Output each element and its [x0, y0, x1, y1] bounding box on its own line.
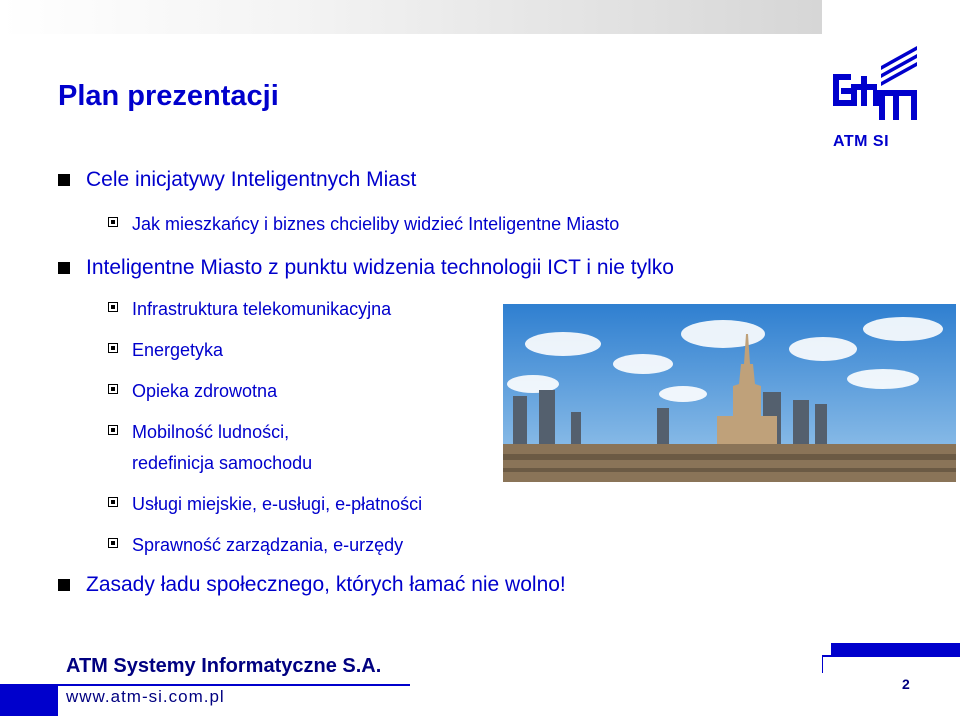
footer-block-right — [831, 643, 960, 655]
bullet-text: Inteligentne Miasto z punktu widzenia technologii ICT i nie tylko — [86, 256, 674, 279]
sub-bullet-item — [108, 338, 223, 362]
footer-block-left — [0, 684, 58, 716]
page-number: 2 — [902, 676, 910, 692]
footer-url: www.atm-si.com.pl — [66, 687, 225, 706]
bullet-text: Energetyka — [132, 340, 224, 360]
bullet-text: Sprawność zarządzania, e-urzędy — [132, 535, 404, 555]
bullet-text: Mobilność ludności, — [132, 422, 290, 442]
top-gradient-band — [0, 0, 822, 34]
bullet-text: Cele inicjatywy Inteligentnych Miast — [86, 168, 417, 191]
sub-bullet-item — [108, 492, 422, 516]
bullet-item — [58, 168, 416, 192]
bullet-text: Infrastruktura telekomunikacyjna — [132, 299, 392, 319]
square-bullet-icon — [58, 262, 70, 274]
bullet-text: redefinicja samochodu — [132, 453, 313, 473]
bullet-text: Jak mieszkańcy i biznes chcieliby widzieć Inteligentne Miasto — [132, 214, 620, 234]
logo-wordmark: ATM SI — [833, 133, 890, 150]
boxed-square-bullet-icon — [108, 343, 118, 353]
bullet-text: Usługi miejskie, e-usługi, e-płatności — [132, 494, 423, 514]
sub-bullet-item — [108, 420, 289, 444]
sub-bullet-item — [108, 451, 312, 475]
sub-bullet-item — [108, 297, 391, 321]
sub-bullet-item — [108, 212, 619, 236]
boxed-square-bullet-icon — [108, 425, 118, 435]
square-bullet-icon — [58, 174, 70, 186]
boxed-square-bullet-icon — [108, 384, 118, 394]
sub-bullet-item — [108, 379, 277, 403]
boxed-square-bullet-icon — [108, 302, 118, 312]
sub-bullet-item — [108, 533, 403, 557]
bullet-text: Zasady ładu społecznego, których łamać nie wolno! — [86, 573, 566, 596]
footer-rule-right — [822, 655, 960, 657]
footer-tick — [822, 655, 823, 673]
square-bullet-icon — [58, 579, 70, 591]
bullet-item — [58, 256, 674, 280]
bullet-item — [58, 573, 566, 597]
footer-rule-left — [0, 684, 410, 686]
boxed-square-bullet-icon — [108, 217, 118, 227]
footer-company-name: ATM Systemy Informatyczne S.A. — [66, 655, 382, 677]
boxed-square-bullet-icon — [108, 497, 118, 507]
bullet-text: Opieka zdrowotna — [132, 381, 278, 401]
boxed-square-bullet-icon — [108, 538, 118, 548]
warsaw-skyline-image — [503, 304, 956, 482]
slide-title: Plan prezentacji — [58, 80, 279, 112]
